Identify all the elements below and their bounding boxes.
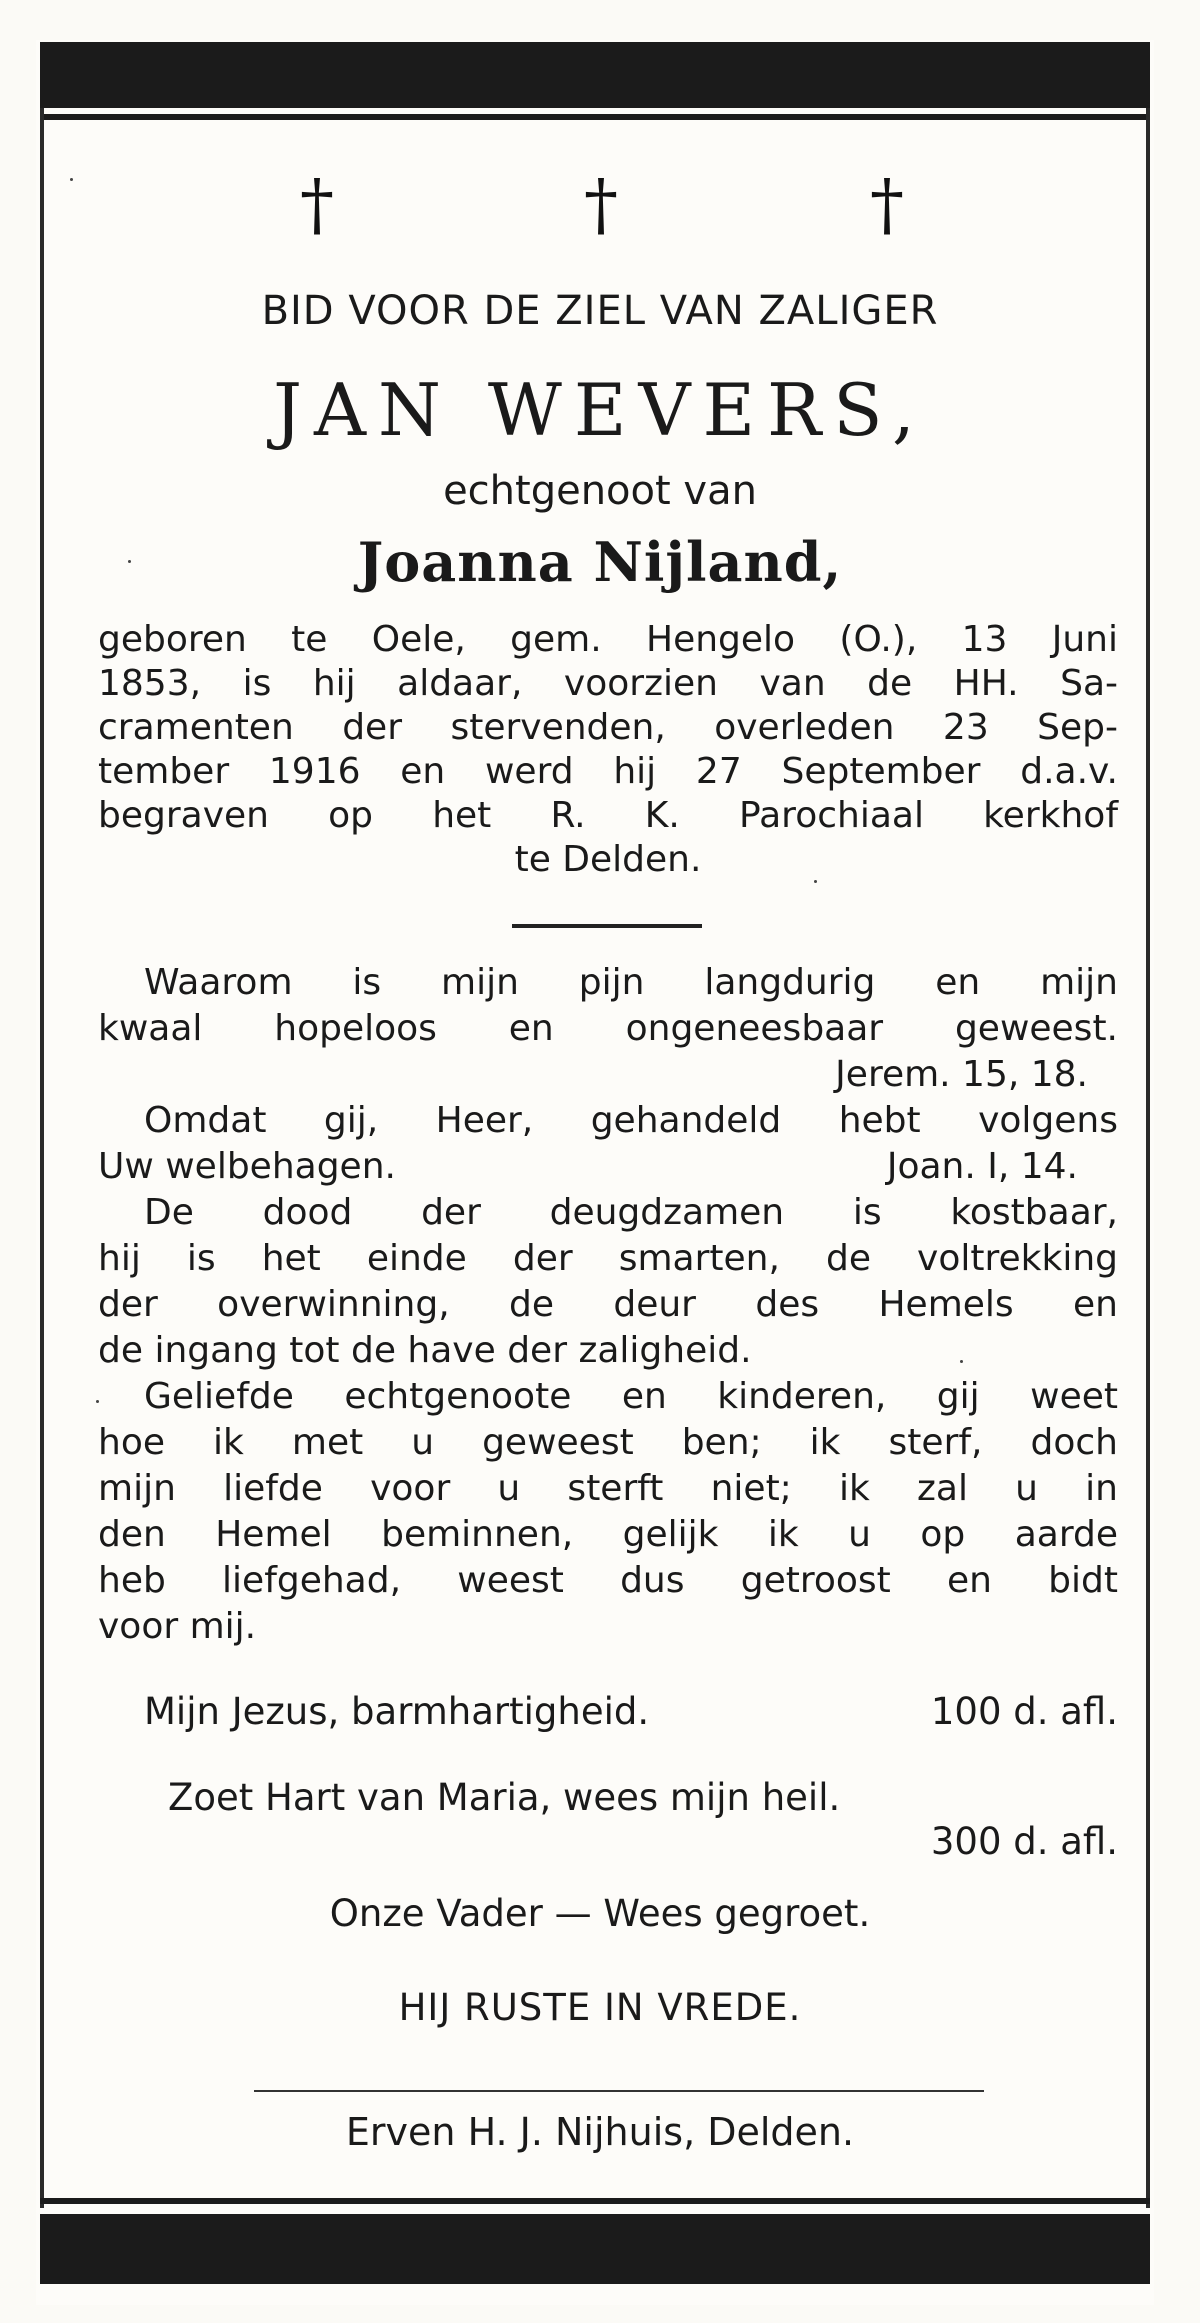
cross-icon: †: [584, 166, 618, 245]
quote-line: de ingang tot de have der zaligheid.: [98, 1330, 752, 1371]
paper-speck: [960, 1360, 963, 1363]
biography-line: 1853, is hij aldaar, voorzien van de HH. Sa-: [98, 663, 1118, 704]
mourning-band-bottom: [40, 2214, 1150, 2284]
biography-line: cramenten der stervenden, overleden 23 Sep-: [98, 707, 1118, 748]
quote-line: Waarom is mijn pijn langdurig en mijn: [144, 962, 1118, 1003]
scripture-quotes: [98, 960, 1118, 1650]
paper-speck: [128, 560, 131, 563]
spouse-name: Joanna Nijland,: [357, 530, 843, 594]
biography-paragraph: [98, 618, 1118, 882]
quote-line: hoe ik met u geweest ben; ik sterf, doch: [98, 1422, 1118, 1463]
indulgence-prayer: Zoet Hart van Maria, wees mijn heil.: [168, 1776, 841, 1819]
indulgence-value: 300 d. afl.: [930, 1820, 1118, 1863]
cross-icon: †: [300, 166, 334, 245]
spouse-prefix: echtgenoot van: [443, 468, 757, 514]
quote-line: kwaal hopeloos en ongeneesbaar geweest.: [98, 1008, 1118, 1049]
quote-line: De dood der deugdzamen is kostbaar,: [144, 1192, 1118, 1233]
quote-line: mijn liefde voor u sterft niet; ik zal u in: [98, 1468, 1118, 1509]
biography-line: tember 1916 en werd hij 27 September d.a.v.: [98, 751, 1118, 792]
quote-reference: Jerem. 15, 18.: [835, 1054, 1088, 1095]
quote-line: voor mij.: [98, 1606, 257, 1647]
quote-row: [98, 1144, 1118, 1190]
closing-prayers: Onze Vader — Wees gegroet.: [329, 1892, 871, 1935]
biography-line: te Delden.: [514, 839, 702, 880]
quote-reference: Joan. I, 14.: [886, 1146, 1078, 1187]
paper-speck: [96, 1400, 99, 1403]
quote-line: den Hemel beminnen, gelijk ik u op aarde: [98, 1514, 1118, 1555]
mourning-band-top: [40, 42, 1150, 108]
printer-credit: Erven H. J. Nijhuis, Delden.: [345, 2110, 855, 2154]
quote-line: Geliefde echtgenoote en kinderen, gij weet: [144, 1376, 1118, 1417]
footer-divider: [254, 2090, 984, 2092]
prayer-heading: BID VOOR DE ZIEL VAN ZALIGER: [261, 288, 939, 334]
section-divider: [512, 924, 702, 928]
quote-line: Omdat gij, Heer, gehandeld hebt volgens: [144, 1100, 1118, 1141]
quote-line: Uw welbehagen.: [98, 1146, 396, 1187]
quote-line: heb liefgehad, weest dus getroost en bidt: [98, 1560, 1118, 1601]
quote-line: der overwinning, de deur des Hemels en: [98, 1284, 1118, 1325]
paper-speck: [814, 880, 817, 883]
cross-icon: †: [870, 166, 904, 245]
quote-line: hij is het einde der smarten, de voltrekking: [98, 1238, 1118, 1279]
deceased-name: JAN WEVERS,: [273, 368, 927, 452]
rest-in-peace: HIJ RUSTE IN VREDE.: [398, 1986, 802, 2029]
indulgence-row-1: [98, 1690, 1118, 1734]
mourning-line-bottom: [40, 2198, 1150, 2204]
indulgence-prayer: Mijn Jezus, barmhartigheid.: [144, 1690, 650, 1733]
indulgence-value: 100 d. afl.: [930, 1690, 1118, 1733]
mourning-line-top: [40, 114, 1150, 120]
biography-line: geboren te Oele, gem. Hengelo (O.), 13 Juni: [98, 619, 1118, 660]
biography-line: begraven op het R. K. Parochiaal kerkhof: [98, 795, 1118, 836]
paper-speck: [70, 178, 73, 181]
